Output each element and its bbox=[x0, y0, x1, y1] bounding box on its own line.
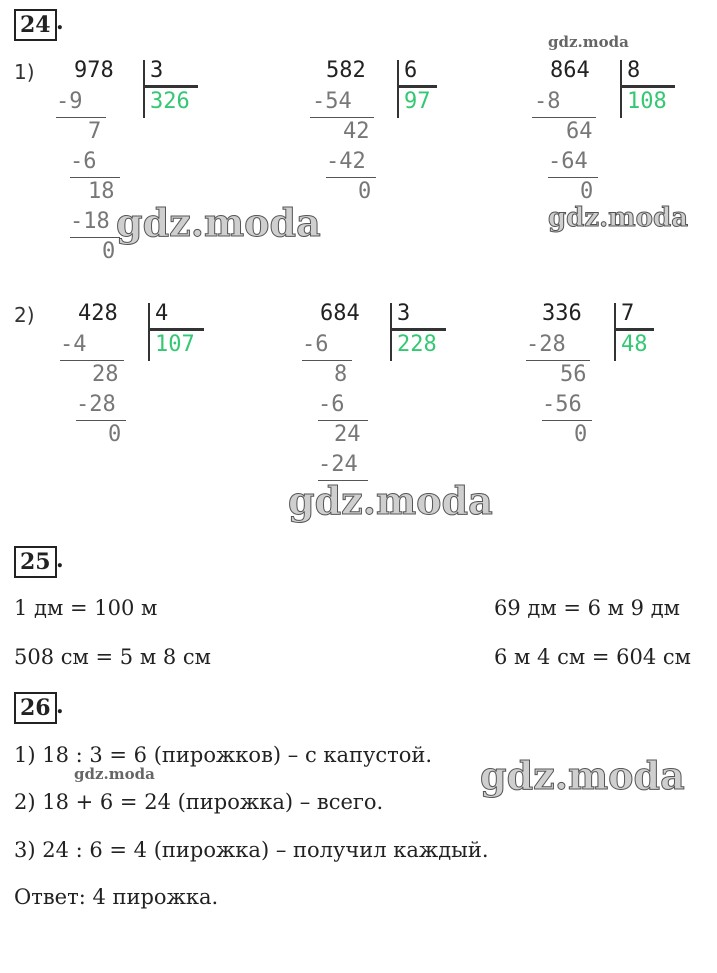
step: -6 bbox=[70, 149, 97, 174]
conversion-line: 6 м 4 см = 604 см bbox=[494, 645, 691, 669]
step: -18 bbox=[70, 209, 110, 234]
watermark: gdz.moda bbox=[74, 765, 155, 783]
step: 0 bbox=[108, 422, 122, 447]
dividend: 582 bbox=[326, 58, 366, 83]
divisor: 4 bbox=[155, 301, 169, 326]
dividend: 978 bbox=[74, 58, 114, 83]
exercise-dot: . bbox=[56, 9, 64, 35]
division-bar bbox=[397, 60, 399, 118]
step: -28 bbox=[76, 392, 116, 417]
exercise-number-text: 26 bbox=[20, 695, 51, 721]
step: -6 bbox=[302, 332, 329, 357]
step: -42 bbox=[326, 149, 366, 174]
step-line bbox=[318, 420, 368, 421]
step: 56 bbox=[560, 362, 587, 387]
dividend: 864 bbox=[550, 58, 590, 83]
division-bar bbox=[143, 60, 145, 118]
dividend: 336 bbox=[542, 301, 582, 326]
step: 42 bbox=[343, 119, 370, 144]
step: -28 bbox=[526, 332, 566, 357]
step: -54 bbox=[312, 89, 352, 114]
step: 18 bbox=[88, 179, 115, 204]
quotient: 97 bbox=[404, 89, 431, 114]
divisor: 6 bbox=[404, 58, 418, 83]
quotient-bar bbox=[620, 85, 675, 88]
step-line bbox=[76, 420, 126, 421]
step: -6 bbox=[318, 392, 345, 417]
quotient: 228 bbox=[397, 332, 437, 357]
step: -4 bbox=[60, 332, 87, 357]
step: 0 bbox=[358, 179, 372, 204]
step-line bbox=[60, 360, 124, 361]
exercise-number-24 bbox=[14, 9, 57, 41]
exercise-number-text: 25 bbox=[20, 549, 51, 575]
part-label-1: 1) bbox=[14, 60, 35, 84]
dividend: 684 bbox=[320, 301, 360, 326]
divisor: 3 bbox=[397, 301, 411, 326]
solution-line: 1) 18 : 3 = 6 (пирожков) – с капустой. bbox=[14, 743, 433, 767]
step: 64 bbox=[566, 119, 593, 144]
step: -56 bbox=[542, 392, 582, 417]
quotient: 107 bbox=[155, 332, 195, 357]
step: 0 bbox=[574, 422, 588, 447]
watermark: gdz.moda bbox=[480, 753, 685, 798]
step-line bbox=[310, 117, 374, 118]
divisor: 3 bbox=[150, 58, 164, 83]
step: 0 bbox=[102, 239, 116, 264]
exercise-number-text: 24 bbox=[20, 12, 51, 38]
solution-line: 2) 18 + 6 = 24 (пирожка) – всего. bbox=[14, 790, 384, 814]
step: 8 bbox=[334, 362, 348, 387]
division-bar bbox=[614, 303, 616, 361]
step-line bbox=[548, 177, 598, 178]
step-line bbox=[542, 420, 592, 421]
quotient-bar bbox=[390, 328, 446, 331]
step-line bbox=[70, 237, 120, 238]
conversion-line: 508 см = 5 м 8 см bbox=[14, 645, 211, 669]
step-line bbox=[526, 360, 590, 361]
exercise-number-25 bbox=[14, 546, 57, 578]
step: -24 bbox=[318, 452, 358, 477]
step-line bbox=[56, 117, 106, 118]
division-bar bbox=[620, 60, 622, 118]
quotient-bar bbox=[148, 328, 204, 331]
exercise-dot: . bbox=[56, 547, 64, 573]
watermark: gdz.moda bbox=[548, 33, 629, 51]
quotient: 48 bbox=[621, 332, 648, 357]
division-bar bbox=[390, 303, 392, 361]
quotient: 108 bbox=[627, 89, 667, 114]
step-line bbox=[302, 360, 352, 361]
step: -9 bbox=[56, 89, 83, 114]
quotient-bar bbox=[397, 85, 437, 88]
exercise-number-26 bbox=[14, 692, 57, 724]
quotient-bar bbox=[614, 328, 654, 331]
solution-line: 3) 24 : 6 = 4 (пирожка) – получил каждый. bbox=[14, 838, 489, 862]
divisor: 8 bbox=[627, 58, 641, 83]
quotient: 326 bbox=[150, 89, 190, 114]
conversion-line: 69 дм = 6 м 9 дм bbox=[494, 596, 680, 620]
conversion-line: 1 дм = 100 м bbox=[14, 596, 158, 620]
step: 7 bbox=[88, 119, 102, 144]
step: 24 bbox=[334, 422, 361, 447]
divisor: 7 bbox=[621, 301, 635, 326]
step: -8 bbox=[534, 89, 561, 114]
dividend: 428 bbox=[78, 301, 118, 326]
watermark: gdz.moda bbox=[288, 478, 493, 523]
step: -64 bbox=[548, 149, 588, 174]
step-line bbox=[326, 177, 376, 178]
watermark: gdz.moda bbox=[116, 200, 321, 245]
step: 0 bbox=[580, 179, 594, 204]
step-line bbox=[70, 177, 120, 178]
step: 28 bbox=[92, 362, 119, 387]
quotient-bar bbox=[143, 85, 198, 88]
exercise-dot: . bbox=[56, 693, 64, 719]
part-label-2: 2) bbox=[14, 303, 35, 327]
step-line bbox=[532, 117, 596, 118]
answer-line: Ответ: 4 пирожка. bbox=[14, 885, 219, 909]
division-bar bbox=[148, 303, 150, 361]
watermark: gdz.moda bbox=[548, 203, 689, 233]
